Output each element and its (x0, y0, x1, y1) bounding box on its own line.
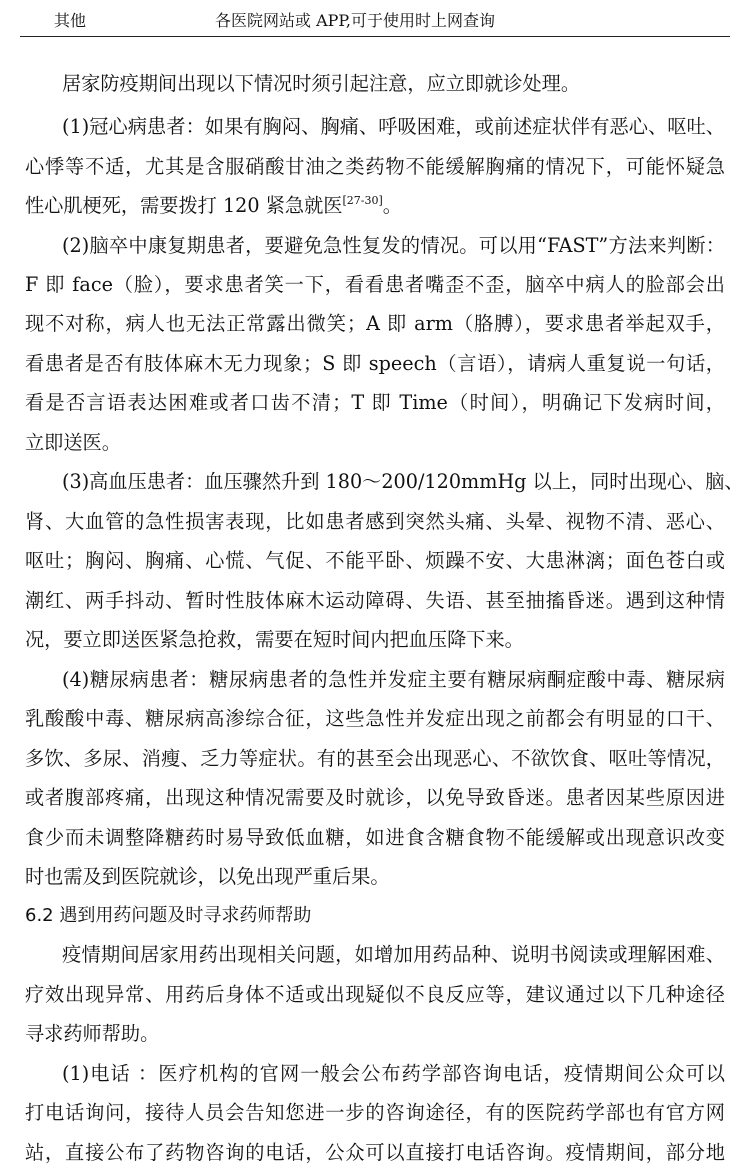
text-line: 潮红、两手抖动、暂时性肢体麻木运动障碍、失语、甚至抽搐昏迷。遇到这种情 (25, 589, 725, 612)
text-line: (1)冠心病患者：如果有胸闷、胸痛、呼吸困难，或前述症状伴有恶心、呕吐、 (62, 115, 725, 138)
section-heading: 6.2 遇到用药问题及时寻求药师帮助 (25, 905, 312, 926)
text-line: (1)电话 ：医疗机构的官网一般会公布药学部咨询电话，疫情期间公众可以 (62, 1062, 725, 1085)
text-line-content: 性心肌梗死，需要拨打 120 紧急就医 (25, 194, 343, 217)
text-line: F 即 face（脸），要求患者笑一下，看看患者嘴歪不歪，脑卒中病人的脸部会出 (25, 273, 725, 296)
text-line: 食少而未调整降糖药时易导致低血糖，如进食含糖食物不能缓解或出现意识改变 (25, 826, 725, 849)
table-cell-category: 其他 (54, 11, 87, 30)
text-line: 时也需及到医院就诊，以免出现严重后果。 (25, 865, 390, 888)
text-line: 疫情期间居家用药出现相关问题，如增加用药品种、说明书阅读或理解困难、 (62, 943, 725, 966)
text-line: 或者腹部疼痛，出现这种情况需要及时就诊，以免导致昏迷。患者因某些原因进 (25, 786, 725, 809)
table-cell-content: 各医院网站或 APP,可于使用时上网查询 (215, 11, 496, 30)
text-line: 打电话询问，接待人员会告知您进一步的咨询途径，有的医院药学部也有官方网 (25, 1101, 725, 1124)
text-line: 多饮、多尿、消瘦、乏力等症状。有的甚至会出现恶心、不欲饮食、呕吐等情况， (25, 747, 725, 770)
text-line: 现不对称，病人也无法正常露出微笑；A 即 arm（胳膊），要求患者举起双手， (25, 312, 725, 335)
text-line: 看是否言语表达困难或者口齿不清；T 即 Time（时间），明确记下发病时间， (25, 391, 725, 414)
text-line: 疗效出现异常、用药后身体不适或出现疑似不良反应等，建议通过以下几种途径 (25, 983, 725, 1006)
text-line: 呕吐；胸闷、胸痛、心慌、气促、不能平卧、烦躁不安、大患淋漓；面色苍白或 (25, 549, 725, 572)
table-row (20, 0, 730, 37)
text-line: 乳酸酸中毒、糖尿病高渗综合征，这些急性并发症出现之前都会有明显的口干、 (25, 707, 725, 730)
text-line: 看患者是否有肢体麻木无力现象；S 即 speech（言语），请病人重复说一句话， (25, 352, 725, 375)
sentence-end: 。 (382, 194, 402, 217)
text-line: (2)脑卒中康复期患者，要避免急性复发的情况。可以用“FAST”方法来判断： (62, 234, 725, 257)
text-line (25, 194, 402, 218)
text-line: 况，要立即送医紧急抢救，需要在短时间内把血压降下来。 (25, 628, 524, 651)
paragraph-intro: 居家防疫期间出现以下情况时须引起注意，应立即就诊处理。 (62, 72, 581, 95)
text-line: 站，直接公布了药物咨询的电话，公众可以直接打电话咨询。疫情期间，部分地 (25, 1141, 725, 1164)
text-line: 肾、大血管的急性损害表现，比如患者感到突然头痛、头晕、视物不清、恶心、 (25, 510, 725, 533)
citation: [27-30] (342, 194, 383, 207)
text-line: (4)糖尿病患者：糖尿病患者的急性并发症主要有糖尿病酮症酸中毒、糖尿病 (62, 668, 725, 691)
text-line: 心悸等不适，尤其是含服硝酸甘油之类药物不能缓解胸痛的情况下，可能怀疑急 (25, 155, 725, 178)
text-line: (3)高血压患者：血压骤然升到 180～200/120mmHg 以上，同时出现心、脑、 (62, 470, 744, 493)
text-line: 寻求药师帮助。 (25, 1022, 160, 1045)
text-line: 立即送医。 (25, 431, 121, 454)
